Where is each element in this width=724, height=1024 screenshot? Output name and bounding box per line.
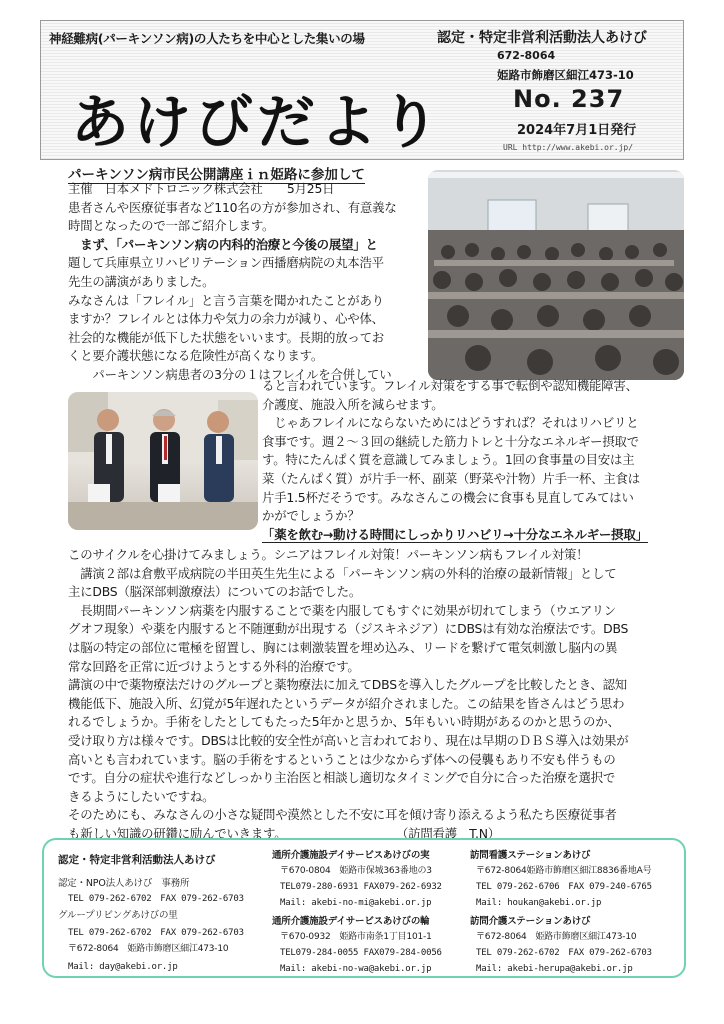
footer-living-phone: TEL 079-262-6702 FAX 079-262-6703: [68, 928, 244, 938]
text-line: も新しい知識の研鑽に励んでいきます。 （訪問看護 T.N）: [68, 825, 500, 841]
text-line: 講演の中で薬物療法だけのグループと薬物療法に加えてDBSを導入したグループを比較したとき、認知: [68, 677, 627, 693]
text-line: 介護度、施設入所を減らせます。: [262, 396, 444, 412]
website-url[interactable]: URL http://www.akebi.or.jp/: [503, 143, 634, 152]
text-line: みなさんは「フレイル」と言う言葉を聞かれたことがあり: [68, 292, 384, 308]
text-line: グオフ現象）や薬を内服すると不随運動が出現する（ジスキネジア）にDBSは有効な治療法です。DBS: [68, 621, 629, 637]
issue-date: 2024年7月1日発行: [517, 123, 637, 138]
article-intro: [68, 180, 424, 385]
text-line: かがでしょうか？: [262, 508, 360, 524]
speakers-photo: [68, 392, 258, 530]
footer-mail-day[interactable]: Mail: day@akebi.or.jp: [68, 962, 178, 972]
footer-nursing-label: 訪問看護ステーションあけび: [470, 850, 591, 861]
text-line: 片手1.5杯だそうです。みなさんこの機会に食事も見直してみてはい: [262, 489, 634, 505]
text-line: 時間となったので一部ご紹介します。: [68, 218, 275, 234]
masthead: [40, 20, 684, 160]
text-line: れるでしょうか。手術をしたとしてもたった5年かと思うか、5年もいい時期があるのかと思うのか、: [68, 714, 620, 730]
footer-dayservice-mi-label: 通所介護施設デイサービスあけびの実: [272, 850, 430, 861]
text-line: 社会的な機能が低下した状態をいいます。長期的放ってお: [68, 329, 384, 345]
article-frailty: [262, 377, 686, 544]
text-line: 長期間パーキンソン病薬を内服することで薬を内服してもすぐに効果が切れてしまう（ウエアリン: [68, 602, 616, 618]
footer-org-heading: 認定・特定非営利活動法人あけび: [58, 854, 216, 866]
text-line: 講演２部は倉敷平成病院の半田英生先生による「パーキンソン病の外科的治療の最新情報」として: [68, 565, 617, 581]
footer-nursing-address: 〒672-8064姫路市飾磨区細江8836番地A号: [476, 866, 652, 876]
text-line: 主にDBS（脳深部刺激療法）についてのお話でした。: [68, 584, 362, 600]
seminar-audience-illustration: [428, 170, 684, 380]
footer-office-phone: TEL 079-262-6702 FAX 079-262-6703: [68, 894, 244, 904]
tagline: 神経難病(パーキンソン病)の人たちを中心とした集いの場: [49, 31, 365, 46]
seminar-audience-photo: [428, 170, 684, 380]
text-line: ると言われています。フレイル対策をする事で転倒や認知機能障害、: [262, 378, 638, 393]
postal-code: 672-8064: [497, 49, 556, 62]
text-line: パーキンソン病患者の3分の１はフレイルを合併してい: [68, 366, 392, 382]
footer-mail-wa[interactable]: Mail: akebi-no-wa@akebi.or.jp: [280, 964, 432, 974]
text-line: 食事です。週２～３回の継続した筋力トレと十分なエネルギー摂取で: [262, 433, 639, 449]
footer-office-label: 認定・NPO法人あけび 事務所: [58, 878, 190, 889]
footer-dayservice-wa-phone: TEL079-284-0055 FAX079-284-0056: [280, 948, 442, 958]
key-message: [262, 526, 686, 545]
text-line: 高いとも言われています。脳の手術をするということは少なからず体への侵襲もあり不安も伴うもの: [68, 751, 616, 767]
organization-name: 認定・特定非営利活動法人あけび: [437, 30, 647, 46]
text-line: 菜（たんぱく質）が片手一杯、副菜（野菜や汁物）片手一杯、主食は: [262, 470, 640, 486]
text-line: まず、「パーキンソン病の内科的治療と今後の展望」と: [68, 236, 378, 252]
footer-helper-label: 訪問介護ステーションあけび: [470, 916, 591, 927]
text-line: じゃあフレイルにならないためにはどうすれば？それはリハビリと: [262, 415, 639, 431]
text-line: 受け取り方は様々です。DBSは比較的安全性が高いと言われており、現在は早期のＤＢＳ導入は効果が: [68, 732, 629, 748]
text-line: くと要介護状態になる危険性が高くなります。: [68, 348, 324, 364]
footer-mail-houkan[interactable]: Mail: houkan@akebi.or.jp: [476, 898, 602, 908]
contact-footer: [42, 838, 686, 978]
article-headline: パーキンソン病市民公開講座ｉｎ姫路に参加して: [68, 163, 365, 184]
text-line: です。自分の症状や進行などしっかり主治医と相談し適切なタイミングで自分に合った治療を選択で: [68, 770, 616, 786]
text-line: そのためにも、みなさんの小さな疑問や漠然とした不安に耳を傾け寄り添えるよう私たち医療従事者: [68, 807, 617, 823]
footer-nursing-phone: TEL 079-262-6706 FAX 079-240-6765: [476, 882, 652, 892]
newsletter-title: あけびだより: [71, 88, 444, 156]
address: 姫路市飾磨区細江473-10: [497, 68, 634, 82]
footer-helper-phone: TEL 079-262-6702 FAX 079-262-6703: [476, 948, 652, 958]
footer-living-label: グループリビングあけびの里: [58, 910, 178, 921]
text-line: ますか？フレイルとは体力や気力の余力が減り、心や体、: [68, 311, 384, 327]
text-line: きるようにしたいですね。: [68, 788, 215, 804]
footer-dayservice-wa-address: 〒670-0932 姫路市南条1丁目101-1: [280, 932, 432, 942]
text-line: 機能低下、施設入所、幻覚が5年遅れたというデータが紹介されました。この結果を皆さんはどう思わ: [68, 695, 625, 711]
footer-mail-herupa[interactable]: Mail: akebi-herupa@akebi.or.jp: [476, 964, 633, 974]
article-body: [68, 546, 686, 844]
text-line: は脳の特定の部位に電極を留置し、胸には刺激装置を埋め込み、リードを繋げて電気刺激し脳内の異: [68, 639, 618, 655]
speakers-illustration: [68, 392, 258, 530]
footer-dayservice-mi-address: 〒670-0804 姫路市保城363番地の3: [280, 866, 432, 876]
footer-dayservice-wa-label: 通所介護施設デイサービスあけびの輪: [272, 916, 430, 927]
text-line: 先生の講演がありました。: [68, 273, 215, 289]
key-message-text: 「薬を飲む→動ける時間にしっかりリハビリ→十分なエネルギー摂取」: [262, 526, 648, 542]
footer-mail-mi[interactable]: Mail: akebi-no-mi@akebi.or.jp: [280, 898, 432, 908]
footer-dayservice-mi-phone: TEL079-280-6931 FAX079-262-6932: [280, 882, 442, 892]
footer-living-address: 〒672-8064 姫路市飾磨区細江473-10: [68, 944, 229, 954]
text-line: このサイクルを心掛けてみましょう。シニアはフレイル対策！パーキンソン病もフレイル対策！: [68, 547, 589, 562]
footer-helper-address: 〒672-8064 姫路市飾磨区細江473-10: [476, 932, 637, 942]
text-line: 常な回路を正常に近づけようとする外科的治療です。: [68, 658, 360, 674]
text-line: 題して兵庫県立リハビリテーション西播磨病院の丸本浩平: [68, 255, 384, 271]
text-line: 患者さんや医療従事者など110名の方が参加され、有意義な: [68, 199, 397, 215]
issue-number: No. 237: [513, 85, 625, 113]
text-line: す。特にたんぱく質を意識してみましょう。1回の食事量の目安は主: [262, 452, 635, 468]
text-line: 主催 日本メドトロニック株式会社 5月25日: [68, 181, 335, 196]
